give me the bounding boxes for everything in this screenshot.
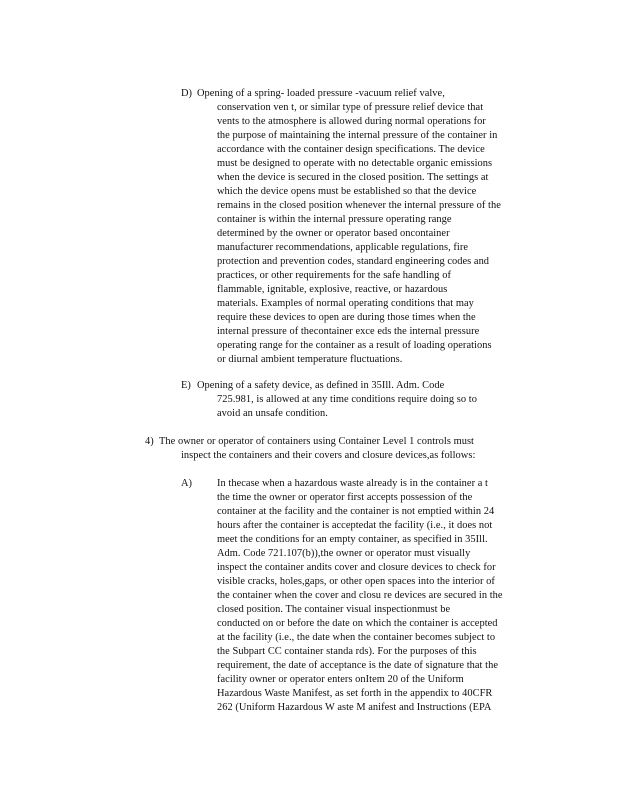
item-d-line: flammable, ignitable, explosive, reactive, or hazardous xyxy=(217,284,448,295)
item-a-line: hours after the container is acceptedat the facility (i.e., it does not xyxy=(217,520,493,531)
item-a-line: 262 (Uniform Hazardous W aste M anifest and Instructions (EPA xyxy=(217,702,492,713)
item-a-line: facility owner or operator enters onItem 20 of the Uniform xyxy=(217,674,464,685)
item-a-line: In thecase when a hazardous waste already is in the container a t xyxy=(217,478,488,489)
item-d-line: internal pressure of thecontainer exce eds the internal pressure xyxy=(217,326,480,337)
item-a-line: meet the conditions for an empty container, as specified in 35Ill. xyxy=(217,534,488,545)
item-a-line: visible cracks, holes,gaps, or other open spaces into the interior of xyxy=(217,576,495,587)
item-a-line: closed position. The container visual inspectionmust be xyxy=(217,604,451,615)
item-d-line: Opening of a spring- loaded pressure -vacuum relief valve, xyxy=(197,88,445,99)
item-d-line: protection and prevention codes, standard engineering codes and xyxy=(217,256,490,267)
item-a-line: container at the facility and the container is not emptied within 24 xyxy=(217,506,495,517)
item-a-line: the container when the cover and closu re devices are secured in the xyxy=(217,590,503,601)
item-d-line: must be designed to operate with no detectable organic emissions xyxy=(217,158,493,169)
item-d-line: determined by the owner or operator based oncontainer xyxy=(217,228,450,239)
item-d-line: require these devices to open are during those times when the xyxy=(217,312,476,323)
item-d-line: or diurnal ambient temperature fluctuations. xyxy=(217,354,403,365)
item-d-line: vents to the atmosphere is allowed during normal operations for xyxy=(217,116,486,127)
item-a-line: the Subpart CC container standa rds). For the purposes of this xyxy=(217,646,477,657)
item-d-line: practices, or other requirements for the safe handling of xyxy=(217,270,451,281)
item-d-line: container is within the internal pressure operating range xyxy=(217,214,452,225)
item-e-line: avoid an unsafe condition. xyxy=(217,408,328,419)
item-e-line: Opening of a safety device, as defined in 35Ill. Adm. Code xyxy=(197,380,445,391)
item-d-line: operating range for the container as a result of loading operations xyxy=(217,340,492,351)
item-d-line: when the device is secured in the closed position. The settings at xyxy=(217,172,489,183)
item-d-line: the purpose of maintaining the internal pressure of the container in xyxy=(217,130,498,141)
item-a-line: requirement, the date of acceptance is the date of signature that the xyxy=(217,660,498,671)
item-d-line: accordance with the container design specifications. The device xyxy=(217,144,485,155)
item-a-marker: A) xyxy=(181,478,192,489)
item-d-marker: D) xyxy=(181,88,192,99)
item-e-line: 725.981, is allowed at any time conditions require doing so to xyxy=(217,394,477,405)
item-e-marker: E) xyxy=(181,380,191,391)
item-a-line: Adm. Code 721.107(b)),the owner or operator must visually xyxy=(217,548,471,559)
item-a-line: the time the owner or operator first accepts possession of the xyxy=(217,492,473,503)
item-a-line: Hazardous Waste Manifest, as set forth in the appendix to 40CFR xyxy=(217,688,493,699)
item-d-line: conservation ven t, or similar type of pressure relief device that xyxy=(217,102,484,113)
item-a-line: conducted on or before the date on which the container is accepted xyxy=(217,618,498,629)
item-d-line: remains in the closed position whenever the internal pressure of the xyxy=(217,200,501,211)
item-4-marker: 4) xyxy=(145,436,154,447)
item-4-line: inspect the containers and their covers and closure devices,as follows: xyxy=(181,450,476,461)
item-4-line: The owner or operator of containers using Container Level 1 controls must xyxy=(159,436,474,447)
item-d-line: materials. Examples of normal operating conditions that may xyxy=(217,298,474,309)
item-d-line: which the device opens must be established so that the device xyxy=(217,186,477,197)
item-a-line: inspect the container andits cover and closure devices to check for xyxy=(217,562,496,573)
item-a-line: at the facility (i.e., the date when the container becomes subject to xyxy=(217,632,496,643)
item-d-line: manufacturer recommendations, applicable regulations, fire xyxy=(217,242,469,253)
